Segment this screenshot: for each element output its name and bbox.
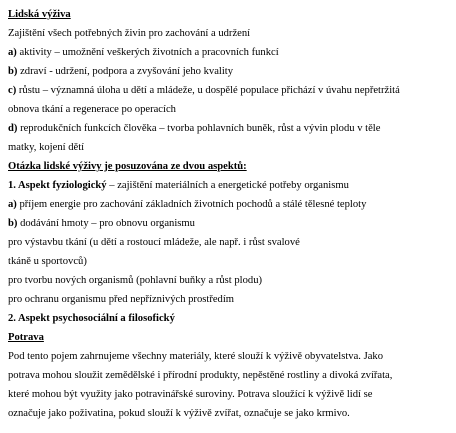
- aspect-1-item-a: a) příjem energie pro zachování základních životních pochodů a stálé tělesné teploty: [8, 199, 367, 210]
- paragraph-line: označuje jako poživatina, pokud slouží k výživě zvířat, označuje se jako krmivo.: [8, 408, 350, 419]
- list-item-c: c) růstu – významná úloha u dětí a mládeže, u dospělé populace přichází v úvahu nepřetržitá: [8, 85, 400, 96]
- text-line: Zajištění všech potřebných živin pro zachování a udržení: [8, 28, 251, 39]
- paragraph-line: které mohou být využity jako potravinářské suroviny. Potrava sloužící k výživě lidí se: [8, 389, 373, 400]
- heading-potrava: Potrava: [8, 332, 44, 343]
- list-item-d: d) reprodukčních funkcích člověka – tvorba pohlavních buněk, růst a vývin plodu v těle: [8, 123, 381, 134]
- text-line: pro tvorbu nových organismů (pohlavní buňky a růst plodu): [8, 275, 263, 286]
- paragraph-line: potrava mohou sloužit zemědělské i přírodní produkty, nepěstěné rostliny a divoká zvířata,: [8, 370, 393, 381]
- aspect-1: 1. Aspekt fyziologický – zajištění materiálních a energetické potřeby organismu: [8, 180, 349, 191]
- heading-aspekty: Otázka lidské výživy je posuzována ze dvou aspektů:: [8, 161, 247, 172]
- heading-lidska-vyziva: Lidská výživa: [8, 9, 71, 20]
- list-item-c-continued: obnova tkání a regenerace po operacích: [8, 104, 176, 115]
- text-line: tkáně u sportovců): [8, 256, 87, 267]
- list-item-a: a) aktivity – umožnění veškerých životních a pracovních funkcí: [8, 47, 279, 58]
- aspect-1-item-b: b) dodávání hmoty – pro obnovu organismu: [8, 218, 195, 229]
- list-item-d-continued: matky, kojení dětí: [8, 142, 85, 153]
- paragraph-line: Pod tento pojem zahrnujeme všechny materiály, které slouží k výživě obyvatelstva. Jako: [8, 351, 383, 362]
- aspect-2: 2. Aspekt psychosociální a filosofický: [8, 313, 175, 324]
- text-line: pro ochranu organismu před nepříznivých prostředím: [8, 294, 235, 305]
- text-line: pro výstavbu tkání (u dětí a rostoucí mládeže, ale např. i růst svalové: [8, 237, 300, 248]
- list-item-b: b) zdraví - udržení, podpora a zvyšování jeho kvality: [8, 66, 234, 77]
